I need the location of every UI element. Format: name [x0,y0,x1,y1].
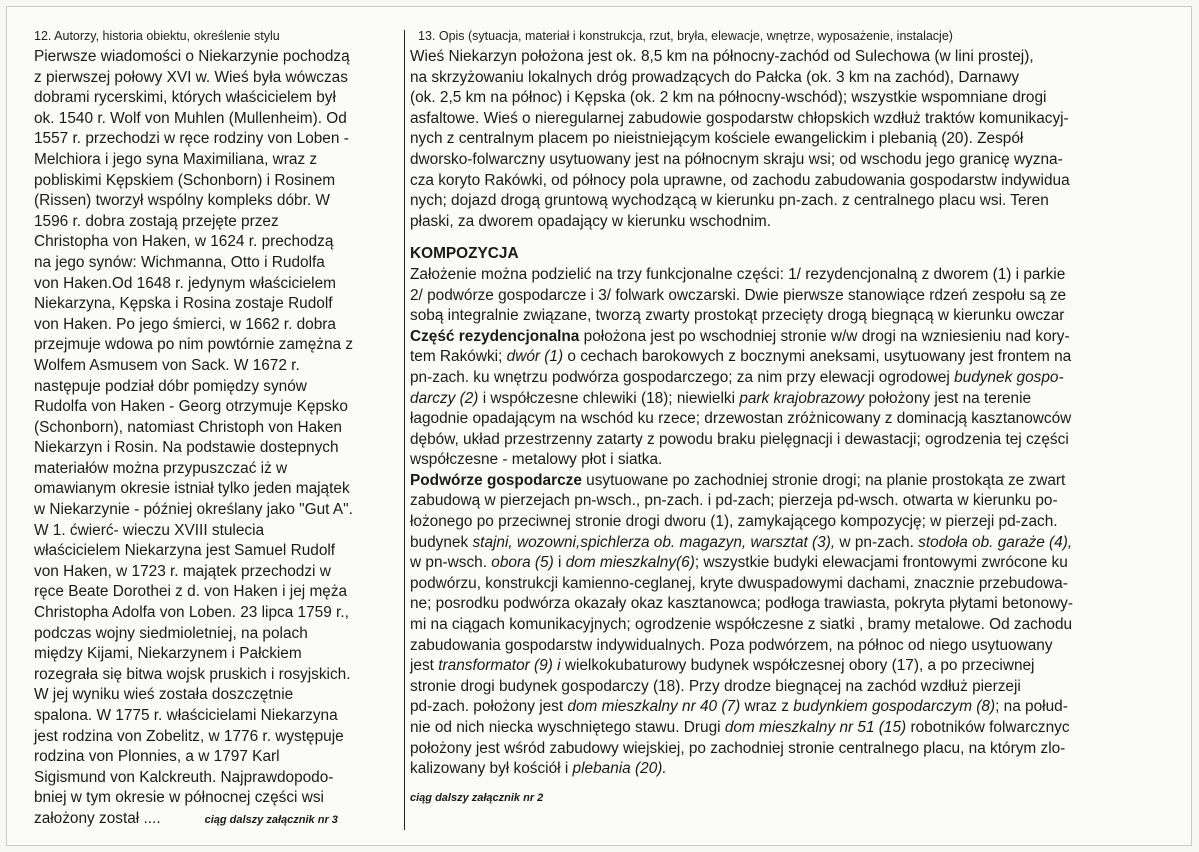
text-line: między Kijami, Niekarzynem i Pałckiem [34,645,302,663]
text-line: następuje podział dóbr pomiędzy synów [34,377,307,395]
text-line: zabudowania gospodarstw indywidualnych. Poza podwórzem, na północ od niego usytuowany [410,636,1053,654]
text-line: darczy (2) i współczesne chlewiki (18); niewielki park krajobrazowy położony jest na terenie [410,389,1032,407]
text-line: omawianym okresie istniał tylko jeden majątek [34,480,350,498]
text-line: dębów, układ przestrzenny zatarty z powodu braku pielęgnacji i dewastacji; ogrodzenia tej części [410,430,1069,448]
text-line: Melchiora i jego syna Maximiliana, wraz z [34,150,318,168]
text-line: stronie drogi budynek gospodarczy (18). Przy drodze biegnącej na zachód wzdłuż pierzeji [410,677,1021,695]
text-line: na jego synów: Wichmanna, Otto i Rudolfa [34,253,325,271]
text-line: von Haken.Od 1648 r. jedynym właścicielem [34,274,336,292]
text-line: podwórzu, konstrukcji kamienno-ceglanej, kryte dwuspadowymi dachami, znacznie przebudowa- [410,574,1068,592]
text-line: rozegrała się bitwa wojsk pruskich i rosyjskich. [34,665,351,683]
text-line: właścicielem Niekarzyna jest Samuel Rudolf [34,542,336,560]
text-line: rodzina von Plonnies, a w 1797 Karl [34,748,280,766]
text-line: W jej wyniku wieś została doszczętnie [34,686,294,704]
continuation-note-left: ciąg dalszy załącznik nr 3 [204,813,338,826]
text-line: kalizowany był kościół i plebania (20). [410,760,667,778]
text-line: pd-zach. położony jest dom mieszkalny nr 40 (7) wraz z budynkiem gospodarczym (8); na połud- [410,698,1068,716]
text-line: współczesne - metalowy płot i siatka. [410,451,663,469]
text-line: założony został .... ciąg dalszy załącznik nr 3 [34,809,338,827]
text-line: von Haken, w 1723 r. majątek przechodzi w [34,562,331,580]
text-line: pobliskimi Kępskiem (Schonborn) i Rosinem [34,171,336,189]
text-line: Podwórze gospodarcze usytuowane po zachodniej stronie drogi; na planie prostokąta ze zwart [410,471,1066,489]
text-line: ręce Beate Dorothei z d. von Haken i jej męża [34,583,348,601]
text-line: Pierwsze wiadomości o Niekarzynie pochodzą [34,48,350,65]
text-line: przejmuje wdowa po nim powtórnie zamężna z [34,336,354,354]
text-line: zabudową w pierzejach pn-wsch., pn-zach. i pd-zach; pierzeja pd-wsch. otwarta w kierunku po- [410,492,1058,510]
text-line: nie od nich niecka wyschniętego stawu. Drugi dom mieszkalny nr 51 (15) robotników folwarcznyc [410,719,1070,736]
text-line: von Haken. Po jego śmierci, w 1662 r. dobra [34,315,336,333]
text-line: ne; posrodku podwórza okazały okaz kasztanowca; podłoga trawiasta, pokryta płytami betonowy- [410,595,1074,613]
continuation-note-right: ciąg dalszy załącznik nr 2 [410,791,544,804]
composition-paragraph [410,265,1073,327]
text-line: W 1. ćwierć- wieczu XVIII stulecia [34,521,265,539]
text-line: (Schonborn), natomiast Christoph von Haken [34,418,342,436]
text-line: łożonego po przeciwnej stronie drogi dworu (1), zamykającego kompozycję; w pierzeji pd-zach. [410,513,1058,531]
text-line: Niekarzyna, Kępska i Rosina zostaje Rudolf [34,295,333,313]
text-line: 1596 r. dobra zostają przejęte przez [34,212,279,230]
text-line: łagodnie opadającym na wschód ku rzece; drzewostan zróżnicowany z dominacją kasztanowców [410,410,1072,428]
text-line: materiałów można przypuszczać iż w [34,459,288,477]
history-header: 12. Autorzy, historia obiektu, określenie stylu [34,29,280,43]
text-line: 2/ podwórze gospodarcze i 3/ folwark owczarski. Dwie pierwsze stanowiące rdzeń zespołu są ze [410,286,1067,304]
text-line: (ok. 2,5 km na północ) i Kępska (ok. 2 km na północny-wschód); wszystkie wspomniane drogi [410,89,1047,107]
text-line: sobą integralnie związane, tworzą zwarty prostokąt przecięty drogą biegnącą w kierunku owczar [410,307,1065,325]
text-line: Sigismund von Kalckreuth. Najprawdopodo- [34,768,334,786]
text-line: nych z centralnym placem po nieistniejącym kościele ewangelickim i plebanią (20). Zespół [410,130,1024,148]
text-line: na skrzyżowaniu lokalnych dróg prowadzących do Pałcka (ok. 3 km na zachód), Darnawy [410,68,1020,86]
text-line: podczas wojny siedmioletniej, na polach [34,624,308,642]
text-line: Niekarzyn i Rosin. Na podstawie dostepnych [34,439,339,457]
text-line: asfaltowe. Wieś o nieregularnej zabudowie gospodarstw chłopskich wzdłuż traktów komunikacyj- [410,109,1069,127]
text-line: ok. 1540 r. Wolf von Muhlen (Mullenheim). Od [34,109,347,127]
text-line: tem Rakówki; dwór (1) o cechach barokowych z bocznymi aneksami, usytuowany jest frontem na [410,348,1072,366]
text-line: bniej w tym okresie w północnej części wsi [34,789,324,807]
text-line: Christopha von Haken, w 1624 r. prechodzą [34,233,334,251]
text-line: Wolfem Asmusem von Sack. W 1672 r. [34,356,300,374]
text-line: mi na ciągach komunikacyjnych; ogrodzenie współczesne z siatki , bramy metalowe. Od zachodu [410,616,1073,634]
text-line: Rudolfa von Haken - Georg otrzymuje Kępsko [34,398,348,416]
description-header: 13. Opis (sytuacja, materiał i konstrukcja, rzut, bryła, elewacje, wnętrze, wyposażenie, instalacje) [418,29,953,43]
text-line: w Niekarzynie - później określany jako "Gut A". [34,501,353,519]
text-line: budynek stajni, wozowni,spichlerza ob. magazyn, warsztat (3), w pn-zach. stodoła ob. garaże (4), [410,533,1073,551]
text-line: (Rissen) tworzył wspólny kompleks dóbr. W [34,192,330,210]
history-text [34,47,353,830]
text-line: cza koryto Rakówki, od północy pola uprawne, od zachodu zabudowania gospodarstw indywidua [410,171,1070,189]
text-line: jest transformator (9) i wielkokubaturowy budynek współczesnej obory (17), a po przeciwnej [410,657,1035,675]
column-divider [404,30,405,830]
text-line: położony jest wśród zabudowy wiejskiej, po zachodniej stronie centralnego placu, na którym zlo- [410,739,1066,757]
text-line: Wieś Niekarzyn położona jest ok. 8,5 km na północny-zachód od Sulechowa (w lini prostej), [410,48,1034,65]
text-line: dworsko-folwarczny usytuowany jest na północnym skraju wsi; od wschodu jego granicę wyzna- [410,150,1063,168]
description-text [410,47,1073,808]
text-line: jest rodzina von Zobelitz, w 1776 r. występuje [34,727,344,745]
section-heading: KOMPOZYCJA [410,245,519,263]
text-line: Część rezydencjonalna położona jest po wschodniej stronie w/w drogi na wzniesieniu nad kory- [410,327,1070,345]
text-line: Christopha Adolfa von Loben. 23 lipca 1759 r., [34,604,349,622]
intro-paragraph [410,47,1073,232]
text-line: w pn-wsch. obora (5) i dom mieszkalny(6); wszystkie budyki elewacjami frontowymi zwrócone ku [410,554,1068,572]
text-line: z pierwszej połowy XVI w. Wieś była wówczas [34,68,348,86]
text-line: płaski, za dworem opadający w kierunku wschodnim. [410,212,771,230]
text-line: pn-zach. ku wnętrzu podwórza gospodarczego; za nim przy elewacji ogrodowej budynek gospo- [410,368,1064,386]
text-line: nych; dojazd drogą gruntową wychodzącą w kierunku pn-zach. z centralnego placu wsi. Teren [410,192,1049,210]
text-line: spalona. W 1775 r. właścicielami Niekarzyna [34,707,338,724]
text-line: 1557 r. przechodzi w ręce rodziny von Loben - [34,130,349,148]
text-line: dobrami rycerskimi, których właścicielem był [34,89,336,107]
text-line: Założenie można podzielić na trzy funkcjonalne części: 1/ rezydencjonalną z dworem (1) i parkie [410,265,1066,283]
